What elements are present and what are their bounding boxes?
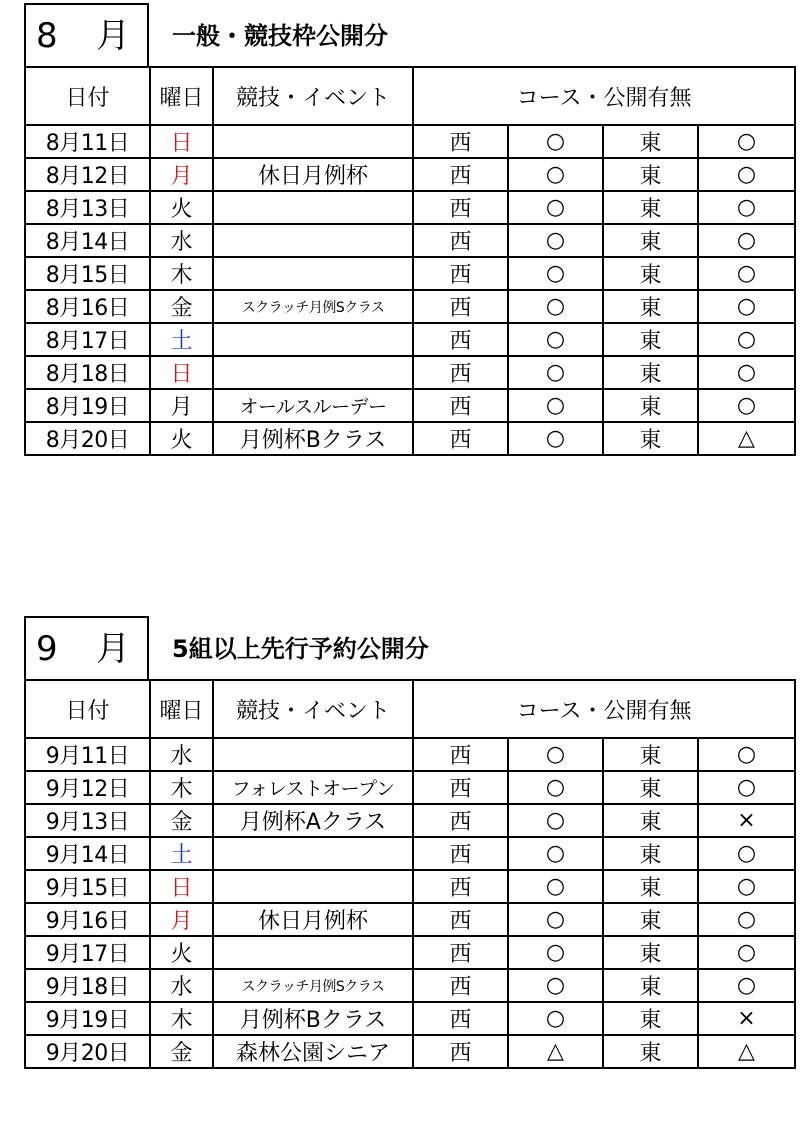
weekday-cell: 日 <box>150 356 213 389</box>
east-course-cell: 東 <box>603 1035 698 1068</box>
table-row <box>25 903 795 936</box>
east-course-cell: 東 <box>603 936 698 969</box>
west-course-cell: 西 <box>413 422 508 455</box>
table-row <box>25 870 795 903</box>
date-cell: 8月13日 <box>25 191 150 224</box>
east-status-cell: ○ <box>698 837 795 870</box>
east-status-cell: ○ <box>698 389 795 422</box>
east-status-cell: ○ <box>698 870 795 903</box>
east-status-cell: ○ <box>698 356 795 389</box>
west-course-cell: 西 <box>413 1035 508 1068</box>
west-status-cell: ○ <box>508 969 603 1002</box>
east-course-cell: 東 <box>603 389 698 422</box>
event-cell <box>213 191 413 224</box>
section-title: 5組以上先行予約公開分 <box>172 635 429 663</box>
event-cell: 月例杯Aクラス <box>213 804 413 837</box>
west-status-cell: ○ <box>508 125 603 158</box>
date-cell: 8月19日 <box>25 389 150 422</box>
date-cell: 8月15日 <box>25 257 150 290</box>
west-status-cell: ○ <box>508 158 603 191</box>
date-cell: 8月18日 <box>25 356 150 389</box>
event-cell <box>213 936 413 969</box>
west-status-cell: ○ <box>508 422 603 455</box>
table-row <box>25 158 795 191</box>
east-status-cell: ○ <box>698 224 795 257</box>
table-row <box>25 389 795 422</box>
table-row <box>25 257 795 290</box>
event-cell <box>213 125 413 158</box>
september-schedule-table <box>24 679 796 1069</box>
event-cell: 月例杯Bクラス <box>213 1002 413 1035</box>
date-cell: 9月17日 <box>25 936 150 969</box>
date-cell: 8月12日 <box>25 158 150 191</box>
date-cell: 9月14日 <box>25 837 150 870</box>
west-course-cell: 西 <box>413 738 508 771</box>
august-schedule-table <box>24 66 796 456</box>
weekday-cell: 火 <box>150 936 213 969</box>
east-course-cell: 東 <box>603 969 698 1002</box>
event-cell <box>213 356 413 389</box>
table-row <box>25 936 795 969</box>
september-header <box>24 616 794 679</box>
west-course-cell: 西 <box>413 224 508 257</box>
west-course-cell: 西 <box>413 969 508 1002</box>
weekday-cell: 木 <box>150 257 213 290</box>
table-row <box>25 125 795 158</box>
event-cell <box>213 224 413 257</box>
table-row <box>25 837 795 870</box>
month-char: 月 <box>96 629 130 669</box>
west-course-cell: 西 <box>413 771 508 804</box>
month-label <box>24 616 149 679</box>
weekday-cell: 木 <box>150 771 213 804</box>
weekday-cell: 日 <box>150 870 213 903</box>
event-cell <box>213 870 413 903</box>
west-course-cell: 西 <box>413 125 508 158</box>
west-status-cell: ○ <box>508 870 603 903</box>
table-row <box>25 771 795 804</box>
east-status-cell: ○ <box>698 903 795 936</box>
west-course-cell: 西 <box>413 389 508 422</box>
east-status-cell: ○ <box>698 738 795 771</box>
table-row <box>25 290 795 323</box>
date-cell: 9月11日 <box>25 738 150 771</box>
west-status-cell: ○ <box>508 323 603 356</box>
east-status-cell: △ <box>698 1035 795 1068</box>
weekday-cell: 土 <box>150 837 213 870</box>
table-row <box>25 191 795 224</box>
west-course-cell: 西 <box>413 804 508 837</box>
table-row <box>25 969 795 1002</box>
date-cell: 9月12日 <box>25 771 150 804</box>
header-weekday: 曜日 <box>150 67 213 125</box>
east-status-cell: ○ <box>698 290 795 323</box>
header-row <box>25 680 795 738</box>
table-row <box>25 356 795 389</box>
event-cell: 月例杯Bクラス <box>213 422 413 455</box>
east-status-cell: × <box>698 804 795 837</box>
event-cell <box>213 257 413 290</box>
weekday-cell: 金 <box>150 804 213 837</box>
east-course-cell: 東 <box>603 804 698 837</box>
date-cell: 8月11日 <box>25 125 150 158</box>
header-course: コース・公開有無 <box>413 67 795 125</box>
header-course: コース・公開有無 <box>413 680 795 738</box>
west-status-cell: ○ <box>508 1002 603 1035</box>
event-cell: 休日月例杯 <box>213 903 413 936</box>
west-status-cell: ○ <box>508 290 603 323</box>
header-event: 競技・イベント <box>213 680 413 738</box>
east-course-cell: 東 <box>603 422 698 455</box>
event-cell: オールスルーデー <box>213 389 413 422</box>
weekday-cell: 木 <box>150 1002 213 1035</box>
west-course-cell: 西 <box>413 257 508 290</box>
east-course-cell: 東 <box>603 158 698 191</box>
west-course-cell: 西 <box>413 191 508 224</box>
weekday-cell: 月 <box>150 903 213 936</box>
east-course-cell: 東 <box>603 125 698 158</box>
date-cell: 8月14日 <box>25 224 150 257</box>
east-course-cell: 東 <box>603 224 698 257</box>
west-course-cell: 西 <box>413 903 508 936</box>
west-status-cell: ○ <box>508 936 603 969</box>
table-row <box>25 738 795 771</box>
header-row <box>25 67 795 125</box>
east-course-cell: 東 <box>603 771 698 804</box>
header-event: 競技・イベント <box>213 67 413 125</box>
table-row <box>25 224 795 257</box>
east-course-cell: 東 <box>603 903 698 936</box>
east-status-cell: △ <box>698 422 795 455</box>
east-status-cell: ○ <box>698 323 795 356</box>
east-course-cell: 東 <box>603 837 698 870</box>
event-cell: スクラッチ月例Sクラス <box>213 290 413 323</box>
west-course-cell: 西 <box>413 158 508 191</box>
date-cell: 8月16日 <box>25 290 150 323</box>
weekday-cell: 水 <box>150 224 213 257</box>
event-cell: 休日月例杯 <box>213 158 413 191</box>
west-status-cell: ○ <box>508 224 603 257</box>
west-course-cell: 西 <box>413 936 508 969</box>
august-header <box>24 3 794 66</box>
east-course-cell: 東 <box>603 1002 698 1035</box>
month-char: 月 <box>96 16 130 56</box>
weekday-cell: 月 <box>150 389 213 422</box>
west-course-cell: 西 <box>413 870 508 903</box>
east-course-cell: 東 <box>603 870 698 903</box>
event-cell <box>213 323 413 356</box>
west-status-cell: ○ <box>508 804 603 837</box>
weekday-cell: 水 <box>150 969 213 1002</box>
west-status-cell: ○ <box>508 903 603 936</box>
west-status-cell: ○ <box>508 771 603 804</box>
date-cell: 9月16日 <box>25 903 150 936</box>
weekday-cell: 火 <box>150 191 213 224</box>
month-number: 9 <box>36 629 58 669</box>
table-row <box>25 422 795 455</box>
east-status-cell: ○ <box>698 257 795 290</box>
west-status-cell: ○ <box>508 738 603 771</box>
west-status-cell: ○ <box>508 837 603 870</box>
west-status-cell: ○ <box>508 389 603 422</box>
date-cell: 9月19日 <box>25 1002 150 1035</box>
west-status-cell: ○ <box>508 356 603 389</box>
weekday-cell: 金 <box>150 290 213 323</box>
west-course-cell: 西 <box>413 356 508 389</box>
west-course-cell: 西 <box>413 323 508 356</box>
event-cell: フォレストオープン <box>213 771 413 804</box>
header-date: 日付 <box>25 680 150 738</box>
east-status-cell: ○ <box>698 771 795 804</box>
header-weekday: 曜日 <box>150 680 213 738</box>
weekday-cell: 金 <box>150 1035 213 1068</box>
west-status-cell: ○ <box>508 191 603 224</box>
table-row <box>25 323 795 356</box>
east-course-cell: 東 <box>603 323 698 356</box>
east-course-cell: 東 <box>603 290 698 323</box>
section-title: 一般・競技枠公開分 <box>172 22 388 50</box>
east-course-cell: 東 <box>603 257 698 290</box>
west-course-cell: 西 <box>413 290 508 323</box>
west-status-cell: △ <box>508 1035 603 1068</box>
september-section <box>24 616 794 1069</box>
date-cell: 8月20日 <box>25 422 150 455</box>
table-row <box>25 804 795 837</box>
table-row <box>25 1035 795 1068</box>
weekday-cell: 水 <box>150 738 213 771</box>
west-status-cell: ○ <box>508 257 603 290</box>
august-section <box>24 3 794 456</box>
weekday-cell: 月 <box>150 158 213 191</box>
month-number: 8 <box>36 16 58 56</box>
east-course-cell: 東 <box>603 738 698 771</box>
west-course-cell: 西 <box>413 1002 508 1035</box>
event-cell: スクラッチ月例Sクラス <box>213 969 413 1002</box>
date-cell: 9月20日 <box>25 1035 150 1068</box>
east-status-cell: ○ <box>698 191 795 224</box>
east-status-cell: × <box>698 1002 795 1035</box>
date-cell: 9月13日 <box>25 804 150 837</box>
east-status-cell: ○ <box>698 936 795 969</box>
weekday-cell: 日 <box>150 125 213 158</box>
event-cell: 森林公園シニア <box>213 1035 413 1068</box>
weekday-cell: 火 <box>150 422 213 455</box>
east-status-cell: ○ <box>698 158 795 191</box>
date-cell: 9月18日 <box>25 969 150 1002</box>
east-status-cell: ○ <box>698 125 795 158</box>
event-cell <box>213 738 413 771</box>
weekday-cell: 土 <box>150 323 213 356</box>
month-label <box>24 3 149 66</box>
east-course-cell: 東 <box>603 356 698 389</box>
east-status-cell: ○ <box>698 969 795 1002</box>
date-cell: 9月15日 <box>25 870 150 903</box>
table-row <box>25 1002 795 1035</box>
east-course-cell: 東 <box>603 191 698 224</box>
header-date: 日付 <box>25 67 150 125</box>
event-cell <box>213 837 413 870</box>
west-course-cell: 西 <box>413 837 508 870</box>
date-cell: 8月17日 <box>25 323 150 356</box>
